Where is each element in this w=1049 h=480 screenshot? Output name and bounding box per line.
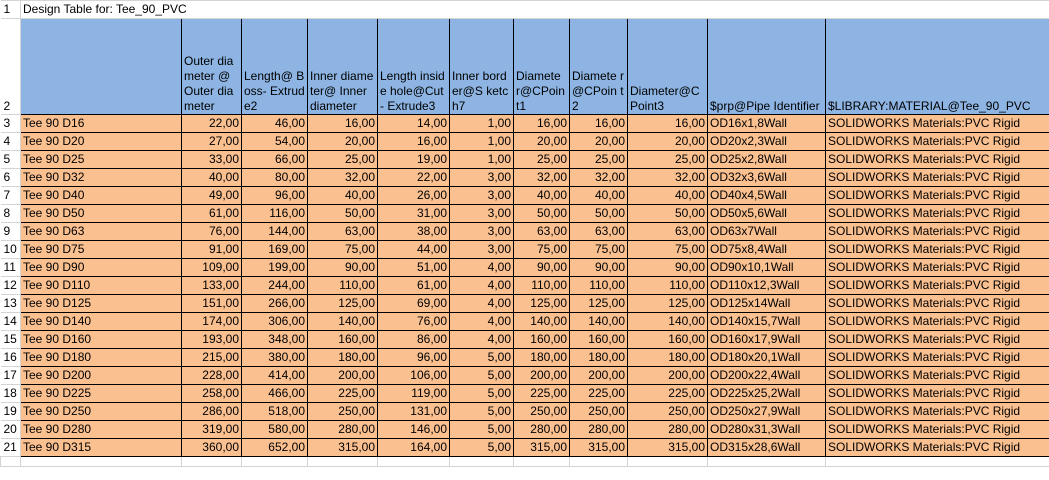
table-cell[interactable]: SOLIDWORKS Materials:PVC Rigid	[826, 223, 1049, 241]
table-cell[interactable]: OD32x3,6Wall	[708, 169, 826, 187]
table-cell[interactable]: 250,00	[570, 403, 628, 421]
table-cell[interactable]: 75,00	[570, 241, 628, 259]
table-cell[interactable]: 160,00	[514, 331, 570, 349]
table-row	[1, 223, 1049, 241]
table-cell[interactable]: 4,00	[450, 313, 514, 331]
table-cell[interactable]: 225,00	[308, 385, 378, 403]
table-cell[interactable]: 69,00	[378, 295, 450, 313]
table-cell[interactable]: SOLIDWORKS Materials:PVC Rigid	[826, 421, 1049, 439]
table-cell[interactable]: 14,00	[378, 115, 450, 133]
table-cell[interactable]: 90,00	[514, 259, 570, 277]
table-cell[interactable]: 4,00	[450, 331, 514, 349]
table-row	[1, 133, 1049, 151]
table-cell[interactable]: SOLIDWORKS Materials:PVC Rigid	[826, 277, 1049, 295]
table-cell[interactable]: 319,00	[182, 421, 242, 439]
table-cell[interactable]: 75,00	[308, 241, 378, 259]
table-cell[interactable]: 280,00	[628, 421, 708, 439]
table-cell[interactable]: 228,00	[182, 367, 242, 385]
table-cell[interactable]: 63,00	[628, 223, 708, 241]
table-cell[interactable]: 160,00	[570, 331, 628, 349]
table-cell[interactable]: 63,00	[308, 223, 378, 241]
header-cell-configuration[interactable]	[21, 19, 182, 115]
empty-cell[interactable]	[708, 457, 826, 467]
table-row	[1, 313, 1049, 331]
empty-cell[interactable]	[514, 457, 570, 467]
table-cell[interactable]: SOLIDWORKS Materials:PVC Rigid	[826, 133, 1049, 151]
table-cell[interactable]: 40,00	[570, 187, 628, 205]
table-cell[interactable]: 40,00	[308, 187, 378, 205]
table-cell[interactable]: SOLIDWORKS Materials:PVC Rigid	[826, 385, 1049, 403]
table-cell[interactable]: 225,00	[514, 385, 570, 403]
table-cell[interactable]: 20,00	[514, 133, 570, 151]
table-cell[interactable]: Tee 90 D140	[21, 313, 182, 331]
table-cell[interactable]: 26,00	[378, 187, 450, 205]
table-cell[interactable]: Tee 90 D180	[21, 349, 182, 367]
row-number[interactable]: 6	[1, 169, 21, 187]
row-number[interactable]: 20	[1, 421, 21, 439]
table-row	[1, 349, 1049, 367]
table-cell[interactable]: 25,00	[628, 151, 708, 169]
table-cell[interactable]: OD140x15,7Wall	[708, 313, 826, 331]
table-cell[interactable]: 580,00	[242, 421, 308, 439]
table-cell[interactable]: 75,00	[514, 241, 570, 259]
table-cell[interactable]: 518,00	[242, 403, 308, 421]
table-row	[1, 259, 1049, 277]
table-cell[interactable]: Tee 90 D40	[21, 187, 182, 205]
table-cell[interactable]: 49,00	[182, 187, 242, 205]
table-cell[interactable]: SOLIDWORKS Materials:PVC Rigid	[826, 169, 1049, 187]
table-cell[interactable]: 258,00	[182, 385, 242, 403]
table-cell[interactable]: Tee 90 D16	[21, 115, 182, 133]
header-cell-inner-diameter[interactable]: Inner diameter@ Inner diameter	[308, 19, 378, 115]
table-cell[interactable]: SOLIDWORKS Materials:PVC Rigid	[826, 151, 1049, 169]
table-row	[1, 241, 1049, 259]
table-cell[interactable]: 40,00	[182, 169, 242, 187]
header-cell-material[interactable]: $LIBRARY:MATERIAL@Tee_90_PVC	[826, 19, 1049, 115]
table-cell[interactable]: 180,00	[628, 349, 708, 367]
table-cell[interactable]: OD50x5,6Wall	[708, 205, 826, 223]
table-cell[interactable]: 96,00	[378, 349, 450, 367]
table-row	[1, 187, 1049, 205]
empty-cell[interactable]	[182, 457, 242, 467]
table-cell[interactable]: 33,00	[182, 151, 242, 169]
table-cell[interactable]: 286,00	[182, 403, 242, 421]
table-cell[interactable]: SOLIDWORKS Materials:PVC Rigid	[826, 403, 1049, 421]
table-cell[interactable]: SOLIDWORKS Materials:PVC Rigid	[826, 115, 1049, 133]
table-cell[interactable]: 3,00	[450, 205, 514, 223]
table-cell[interactable]: 22,00	[182, 115, 242, 133]
table-cell[interactable]: 40,00	[514, 187, 570, 205]
table-cell[interactable]: 25,00	[514, 151, 570, 169]
table-cell[interactable]: 4,00	[450, 295, 514, 313]
row-number[interactable]: 14	[1, 313, 21, 331]
table-cell[interactable]: 20,00	[628, 133, 708, 151]
header-cell-inner-border[interactable]: Inner border@S ketch7	[450, 19, 514, 115]
table-cell[interactable]: 119,00	[378, 385, 450, 403]
table-cell[interactable]: 54,00	[242, 133, 308, 151]
table-cell[interactable]: 125,00	[570, 295, 628, 313]
table-cell[interactable]: 61,00	[378, 277, 450, 295]
table-row	[1, 331, 1049, 349]
table-cell[interactable]: 32,00	[514, 169, 570, 187]
table-cell[interactable]: 315,00	[628, 439, 708, 457]
table-cell[interactable]: 250,00	[628, 403, 708, 421]
table-cell[interactable]: 315,00	[308, 439, 378, 457]
table-cell[interactable]: 76,00	[378, 313, 450, 331]
table-cell[interactable]: 16,00	[570, 115, 628, 133]
table-cell[interactable]: Tee 90 D110	[21, 277, 182, 295]
table-cell[interactable]: SOLIDWORKS Materials:PVC Rigid	[826, 331, 1049, 349]
table-cell[interactable]: 61,00	[182, 205, 242, 223]
empty-cell[interactable]	[570, 457, 628, 467]
table-cell[interactable]: 5,00	[450, 439, 514, 457]
empty-cell[interactable]	[21, 457, 182, 467]
table-cell[interactable]: 225,00	[570, 385, 628, 403]
table-cell[interactable]: 160,00	[308, 331, 378, 349]
table-cell[interactable]: 140,00	[570, 313, 628, 331]
table-row	[1, 385, 1049, 403]
table-cell[interactable]: 164,00	[378, 439, 450, 457]
empty-cell[interactable]	[628, 457, 708, 467]
row-number[interactable]: 4	[1, 133, 21, 151]
empty-cell[interactable]	[242, 457, 308, 467]
table-cell[interactable]: 169,00	[242, 241, 308, 259]
table-cell[interactable]: 5,00	[450, 421, 514, 439]
table-cell[interactable]: 22,00	[378, 169, 450, 187]
table-cell[interactable]: 200,00	[514, 367, 570, 385]
table-cell[interactable]: 16,00	[628, 115, 708, 133]
table-cell[interactable]: OD180x20,1Wall	[708, 349, 826, 367]
table-cell[interactable]: 306,00	[242, 313, 308, 331]
table-cell[interactable]: 133,00	[182, 277, 242, 295]
table-cell[interactable]: SOLIDWORKS Materials:PVC Rigid	[826, 259, 1049, 277]
header-cell-diameter-cpoint3[interactable]: Diameter@C Point3	[628, 19, 708, 115]
table-cell[interactable]: 280,00	[570, 421, 628, 439]
empty-row	[1, 457, 1049, 467]
table-cell[interactable]: 16,00	[514, 115, 570, 133]
table-cell[interactable]: 1,00	[450, 115, 514, 133]
table-cell[interactable]: 27,00	[182, 133, 242, 151]
table-cell[interactable]: 146,00	[378, 421, 450, 439]
table-cell[interactable]: 20,00	[308, 133, 378, 151]
table-cell[interactable]: SOLIDWORKS Materials:PVC Rigid	[826, 313, 1049, 331]
empty-cell[interactable]	[378, 457, 450, 467]
row-number[interactable]: 8	[1, 205, 21, 223]
table-cell[interactable]: 280,00	[514, 421, 570, 439]
table-cell[interactable]: OD250x27,9Wall	[708, 403, 826, 421]
table-cell[interactable]: 91,00	[182, 241, 242, 259]
row-number[interactable]: 16	[1, 349, 21, 367]
table-cell[interactable]: 38,00	[378, 223, 450, 241]
table-cell[interactable]: OD90x10,1Wall	[708, 259, 826, 277]
row-number[interactable]: 7	[1, 187, 21, 205]
table-cell[interactable]: 32,00	[308, 169, 378, 187]
table-row	[1, 115, 1049, 133]
header-cell-pipe-identifier[interactable]: $prp@Pipe Identifier	[708, 19, 826, 115]
table-cell[interactable]: 144,00	[242, 223, 308, 241]
row-number[interactable]: 17	[1, 367, 21, 385]
table-cell[interactable]: 215,00	[182, 349, 242, 367]
table-cell[interactable]: Tee 90 D250	[21, 403, 182, 421]
row-number[interactable]: 19	[1, 403, 21, 421]
table-cell[interactable]: 1,00	[450, 151, 514, 169]
table-cell[interactable]: 315,00	[570, 439, 628, 457]
table-cell[interactable]: 96,00	[242, 187, 308, 205]
table-cell[interactable]: OD160x17,9Wall	[708, 331, 826, 349]
table-cell[interactable]: 200,00	[570, 367, 628, 385]
table-cell[interactable]: SOLIDWORKS Materials:PVC Rigid	[826, 241, 1049, 259]
table-cell[interactable]: 160,00	[628, 331, 708, 349]
table-cell[interactable]: 19,00	[378, 151, 450, 169]
table-cell[interactable]: 315,00	[514, 439, 570, 457]
table-cell[interactable]: 3,00	[450, 223, 514, 241]
table-cell[interactable]: 466,00	[242, 385, 308, 403]
header-cell-diameter-cpoint1[interactable]: Diamete r@CPoin t1	[514, 19, 570, 115]
table-cell[interactable]: 110,00	[514, 277, 570, 295]
row-number[interactable]: 2	[1, 19, 21, 115]
table-cell[interactable]: 63,00	[570, 223, 628, 241]
row-number[interactable]: 3	[1, 115, 21, 133]
table-cell[interactable]: 50,00	[514, 205, 570, 223]
row-number[interactable]: 10	[1, 241, 21, 259]
table-cell[interactable]: OD16x1,8Wall	[708, 115, 826, 133]
table-cell[interactable]: 4,00	[450, 277, 514, 295]
table-cell[interactable]: 180,00	[570, 349, 628, 367]
table-cell[interactable]: 20,00	[570, 133, 628, 151]
table-cell[interactable]: OD75x8,4Wall	[708, 241, 826, 259]
table-cell[interactable]: 174,00	[182, 313, 242, 331]
table-cell[interactable]: SOLIDWORKS Materials:PVC Rigid	[826, 349, 1049, 367]
table-cell[interactable]: 151,00	[182, 295, 242, 313]
table-cell[interactable]: Tee 90 D160	[21, 331, 182, 349]
table-cell[interactable]: SOLIDWORKS Materials:PVC Rigid	[826, 187, 1049, 205]
table-cell[interactable]: 44,00	[378, 241, 450, 259]
row-number[interactable]: 1	[1, 1, 21, 19]
table-cell[interactable]: 140,00	[628, 313, 708, 331]
row-number[interactable]: 13	[1, 295, 21, 313]
table-cell[interactable]: 280,00	[308, 421, 378, 439]
table-cell[interactable]: 200,00	[308, 367, 378, 385]
table-cell[interactable]: 131,00	[378, 403, 450, 421]
table-cell[interactable]: SOLIDWORKS Materials:PVC Rigid	[826, 205, 1049, 223]
table-cell[interactable]: 5,00	[450, 349, 514, 367]
table-cell[interactable]: 32,00	[570, 169, 628, 187]
row-number[interactable]: 21	[1, 439, 21, 457]
row-number[interactable]: 15	[1, 331, 21, 349]
design-table-title[interactable]: Design Table for: Tee_90_PVC	[21, 1, 1049, 19]
table-cell[interactable]: 140,00	[308, 313, 378, 331]
table-cell[interactable]: 250,00	[514, 403, 570, 421]
table-cell[interactable]: 1,00	[450, 133, 514, 151]
table-cell[interactable]: OD63x7Wall	[708, 223, 826, 241]
table-cell[interactable]: 31,00	[378, 205, 450, 223]
table-cell[interactable]: 86,00	[378, 331, 450, 349]
table-cell[interactable]: 75,00	[628, 241, 708, 259]
table-cell[interactable]: 4,00	[450, 259, 514, 277]
table-cell[interactable]: 3,00	[450, 241, 514, 259]
table-cell[interactable]: 63,00	[514, 223, 570, 241]
table-cell[interactable]: 5,00	[450, 403, 514, 421]
table-cell[interactable]: 125,00	[308, 295, 378, 313]
empty-cell[interactable]	[826, 457, 1049, 467]
title-row	[1, 1, 1049, 19]
table-cell[interactable]: 110,00	[308, 277, 378, 295]
table-cell[interactable]: Tee 90 D20	[21, 133, 182, 151]
row-number[interactable]: 9	[1, 223, 21, 241]
table-cell[interactable]: 25,00	[570, 151, 628, 169]
table-cell[interactable]: Tee 90 D25	[21, 151, 182, 169]
table-cell[interactable]: 46,00	[242, 115, 308, 133]
row-number[interactable]: 18	[1, 385, 21, 403]
table-cell[interactable]: 50,00	[308, 205, 378, 223]
table-cell[interactable]: OD280x31,3Wall	[708, 421, 826, 439]
table-cell[interactable]: OD20x2,3Wall	[708, 133, 826, 151]
table-row	[1, 169, 1049, 187]
table-cell[interactable]: 116,00	[242, 205, 308, 223]
empty-cell[interactable]	[450, 457, 514, 467]
table-cell[interactable]: SOLIDWORKS Materials:PVC Rigid	[826, 367, 1049, 385]
table-cell[interactable]: 32,00	[628, 169, 708, 187]
table-row	[1, 367, 1049, 385]
table-row	[1, 277, 1049, 295]
table-cell[interactable]: OD200x22,4Wall	[708, 367, 826, 385]
table-row	[1, 151, 1049, 169]
table-cell[interactable]: 90,00	[628, 259, 708, 277]
table-cell[interactable]: OD315x28,6Wall	[708, 439, 826, 457]
header-cell-length-inside-hole[interactable]: Length inside hole@Cut- Extrude3	[378, 19, 450, 115]
empty-cell[interactable]	[308, 457, 378, 467]
table-cell[interactable]: 414,00	[242, 367, 308, 385]
table-cell[interactable]: 50,00	[570, 205, 628, 223]
row-number[interactable]: 12	[1, 277, 21, 295]
header-row	[1, 19, 1049, 115]
table-cell[interactable]: Tee 90 D200	[21, 367, 182, 385]
header-cell-diameter-cpoint2[interactable]: Diamete r@CPoin t2	[570, 19, 628, 115]
table-cell[interactable]: Tee 90 D90	[21, 259, 182, 277]
table-cell[interactable]: 180,00	[308, 349, 378, 367]
table-row	[1, 421, 1049, 439]
table-cell[interactable]: Tee 90 D75	[21, 241, 182, 259]
table-row	[1, 295, 1049, 313]
table-cell[interactable]: 90,00	[308, 259, 378, 277]
table-cell[interactable]: 110,00	[570, 277, 628, 295]
table-cell[interactable]: 50,00	[628, 205, 708, 223]
table-cell[interactable]: Tee 90 D315	[21, 439, 182, 457]
table-cell[interactable]: 380,00	[242, 349, 308, 367]
table-cell[interactable]: 16,00	[378, 133, 450, 151]
table-cell[interactable]: 109,00	[182, 259, 242, 277]
table-cell[interactable]: OD125x14Wall	[708, 295, 826, 313]
table-cell[interactable]: 140,00	[514, 313, 570, 331]
table-cell[interactable]: OD110x12,3Wall	[708, 277, 826, 295]
table-cell[interactable]: Tee 90 D63	[21, 223, 182, 241]
table-cell[interactable]: 3,00	[450, 187, 514, 205]
table-cell[interactable]: 51,00	[378, 259, 450, 277]
table-cell[interactable]: 80,00	[242, 169, 308, 187]
table-cell[interactable]: OD40x4,5Wall	[708, 187, 826, 205]
table-cell[interactable]: Tee 90 D32	[21, 169, 182, 187]
table-cell[interactable]: 348,00	[242, 331, 308, 349]
header-cell-outer-diameter[interactable]: Outer diameter @Outer diameter	[182, 19, 242, 115]
table-cell[interactable]: 16,00	[308, 115, 378, 133]
header-cell-length-boss-extrude[interactable]: Length@ Boss- Extrude2	[242, 19, 308, 115]
table-cell[interactable]: SOLIDWORKS Materials:PVC Rigid	[826, 295, 1049, 313]
table-cell[interactable]: Tee 90 D50	[21, 205, 182, 223]
table-cell[interactable]: 25,00	[308, 151, 378, 169]
table-cell[interactable]: 199,00	[242, 259, 308, 277]
table-cell[interactable]: 652,00	[242, 439, 308, 457]
table-cell[interactable]: SOLIDWORKS Materials:PVC Rigid	[826, 439, 1049, 457]
table-row	[1, 439, 1049, 457]
row-number[interactable]: 5	[1, 151, 21, 169]
table-cell[interactable]: 110,00	[628, 277, 708, 295]
table-cell[interactable]: 360,00	[182, 439, 242, 457]
table-cell[interactable]: 66,00	[242, 151, 308, 169]
table-cell[interactable]: 5,00	[450, 385, 514, 403]
table-cell[interactable]: 200,00	[628, 367, 708, 385]
table-cell[interactable]: 3,00	[450, 169, 514, 187]
table-cell[interactable]: 193,00	[182, 331, 242, 349]
table-cell[interactable]: 40,00	[628, 187, 708, 205]
table-cell[interactable]: 106,00	[378, 367, 450, 385]
table-cell[interactable]: 250,00	[308, 403, 378, 421]
table-cell[interactable]: 5,00	[450, 367, 514, 385]
table-cell[interactable]: 244,00	[242, 277, 308, 295]
table-row	[1, 403, 1049, 421]
table-cell[interactable]: 125,00	[514, 295, 570, 313]
table-cell[interactable]: 125,00	[628, 295, 708, 313]
table-cell[interactable]: Tee 90 D125	[21, 295, 182, 313]
table-cell[interactable]: 225,00	[628, 385, 708, 403]
table-cell[interactable]: 266,00	[242, 295, 308, 313]
table-row	[1, 205, 1049, 223]
table-cell[interactable]: Tee 90 D225	[21, 385, 182, 403]
table-cell[interactable]: 76,00	[182, 223, 242, 241]
table-cell[interactable]: OD225x25,2Wall	[708, 385, 826, 403]
table-cell[interactable]: Tee 90 D280	[21, 421, 182, 439]
row-number[interactable]: 11	[1, 259, 21, 277]
table-cell[interactable]: 180,00	[514, 349, 570, 367]
table-cell[interactable]: 90,00	[570, 259, 628, 277]
row-number[interactable]	[1, 457, 21, 467]
table-cell[interactable]: OD25x2,8Wall	[708, 151, 826, 169]
